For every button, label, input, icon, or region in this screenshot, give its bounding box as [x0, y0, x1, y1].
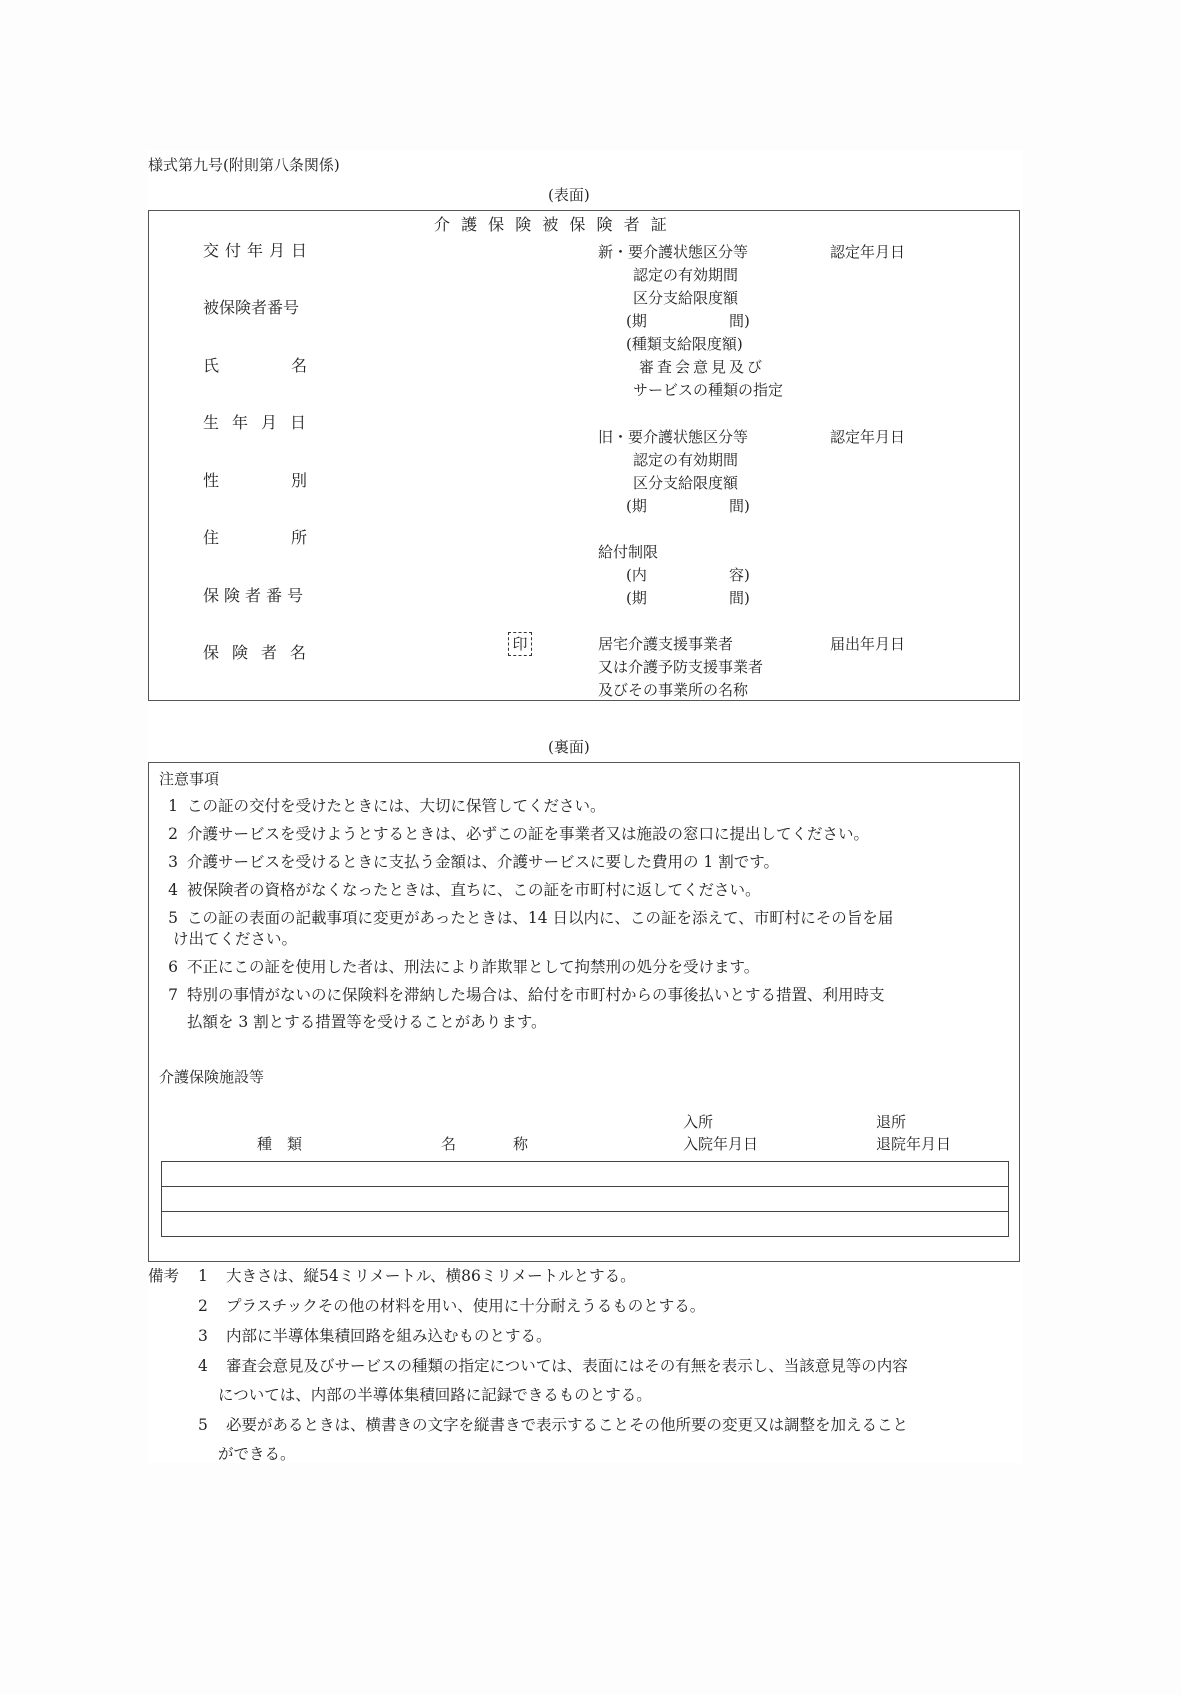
col-name-1: 名: [441, 1135, 457, 1153]
old-limit-amount: 区分支給限度額: [633, 474, 739, 492]
old-period-close: 間): [729, 497, 750, 515]
new-certification-date-label: 認定年月日: [830, 243, 906, 261]
new-type-limit: (種類支給限度額): [626, 335, 743, 353]
old-certification-date-label: 認定年月日: [830, 428, 906, 446]
notice-heading: 注意事項: [159, 770, 220, 788]
back-side-label: (裏面): [548, 738, 590, 756]
benefit-content-open: (内: [626, 566, 647, 584]
facility-row: [162, 1212, 1008, 1236]
benefit-period-open: (期: [626, 589, 647, 607]
document-page: [148, 150, 1023, 1463]
form-title: 様式第九号(附則第八条関係): [148, 156, 340, 174]
col-name-2: 称: [513, 1135, 529, 1153]
notice-item-6: 6 不正にこの証を使用した者は、刑法により詐欺罪として拘禁刑の処分を受けます。: [168, 958, 760, 976]
notice-item-3: 3 介護サービスを受けるときに支払う金額は、介護サービスに要した費用の 1 割です。: [168, 853, 779, 871]
new-period-open: (期: [626, 312, 647, 330]
field-insurer-number: 保険者番号: [203, 586, 309, 605]
remarks-label: 備考: [148, 1267, 180, 1285]
old-care-level-heading: 旧・要介護状態区分等: [598, 428, 749, 446]
old-validity-period: 認定の有効期間: [633, 451, 739, 469]
support-provider-line3: 及びその事業所の名称: [598, 681, 749, 699]
notice-item-5: 5 この証の表面の記載事項に変更があったときは、14 日以内に、この証を添えて、市町村にその旨を届: [168, 909, 894, 927]
new-validity-period: 認定の有効期間: [633, 266, 739, 284]
facility-row: [162, 1162, 1008, 1187]
field-insured-number: 被保険者番号: [203, 298, 300, 317]
facility-heading: 介護保険施設等: [159, 1068, 265, 1086]
facility-row: [162, 1187, 1008, 1212]
col-discharge-2: 退院年月日: [876, 1135, 952, 1153]
card-back: [148, 762, 1020, 1262]
notice-item-4: 4 被保険者の資格がなくなったときは、直ちに、この証を市町村に返してください。: [168, 881, 761, 899]
col-type: 種 類: [257, 1135, 303, 1153]
field-birthdate: 生年月日: [203, 413, 320, 432]
facility-table: [161, 1161, 1009, 1237]
field-insurer-name: 保険者名: [203, 643, 320, 662]
remark-item-2: 2 プラスチックその他の材料を用い、使用に十分耐えうるものとする。: [198, 1297, 706, 1315]
card-title: 介 護 保 険 被 保 険 者 証: [434, 215, 670, 234]
remark-item-1: 1 大きさは、縦54ミリメートル、横86ミリメートルとする。: [198, 1267, 636, 1285]
new-service-designation: サービスの種類の指定: [633, 381, 784, 399]
notice-item-2: 2 介護サービスを受けようとするときは、必ずこの証を事業者又は施設の窓口に提出してください。: [168, 825, 870, 843]
notification-date-label: 届出年月日: [830, 635, 906, 653]
field-issue-date: 交付年月日: [203, 241, 314, 260]
remark-item-4: 4 審査会意見及びサービスの種類の指定については、表面にはその有無を表示し、当該意見等の内容: [198, 1357, 908, 1375]
benefit-limit-heading: 給付制限: [598, 543, 659, 561]
new-limit-amount: 区分支給限度額: [633, 289, 739, 307]
new-care-level-heading: 新・要介護状態区分等: [598, 243, 749, 261]
notice-item-5-cont: け出てください。: [173, 930, 298, 948]
notice-item-7: 7 特別の事情がないのに保険料を滞納した場合は、給付を市町村からの事後払いとする措置、利用時支: [168, 986, 885, 1004]
new-period-close: 間): [729, 312, 750, 330]
seal-stamp-box: 印: [508, 632, 532, 656]
remark-item-5-cont: ができる。: [218, 1445, 296, 1463]
benefit-period-close: 間): [729, 589, 750, 607]
support-provider-line1: 居宅介護支援事業者: [598, 635, 734, 653]
support-provider-line2: 又は介護予防支援事業者: [598, 658, 764, 676]
remark-item-5: 5 必要があるときは、横書きの文字を縦書きで表示することその他所要の変更又は調整を加えること: [198, 1416, 909, 1434]
old-period-open: (期: [626, 497, 647, 515]
col-admission-1: 入所: [683, 1113, 714, 1131]
notice-item-1: 1 この証の交付を受けたときには、大切に保管してください。: [168, 797, 606, 815]
new-review-opinion: 審査会意見及び: [639, 358, 766, 376]
remark-item-4-cont: については、内部の半導体集積回路に記録できるものとする。: [218, 1386, 652, 1404]
col-discharge-1: 退所: [876, 1113, 907, 1131]
card-front: 介 護 保 険 被 保 険 者 証 交付年月日 被保険者番号 氏 名 生年月日 性 別 住 所 保険者番号 保険者名 印 新・要介護状態区分等 認定年月日 認定の有効期間 区分支給限度額 (期 間) (種類支給限度額) 審査会意見及び サービスの種類の指定 旧・要介護状態区分等 認定年月日 認定の有効期間 区分支給限度額 (期 間) 給付制限 (内 容) (期 間) 居宅介護支援事業者 届出年月日 又は介護予防支援事業者 及びその事業所の名称: [148, 210, 1020, 701]
col-admission-2: 入院年月日: [683, 1135, 759, 1153]
notice-item-7-cont: 払額を 3 割とする措置等を受けることがあります。: [187, 1013, 547, 1031]
front-side-label: (表面): [548, 186, 590, 204]
benefit-content-close: 容): [729, 566, 750, 584]
remark-item-3: 3 内部に半導体集積回路を組み込むものとする。: [198, 1327, 552, 1345]
